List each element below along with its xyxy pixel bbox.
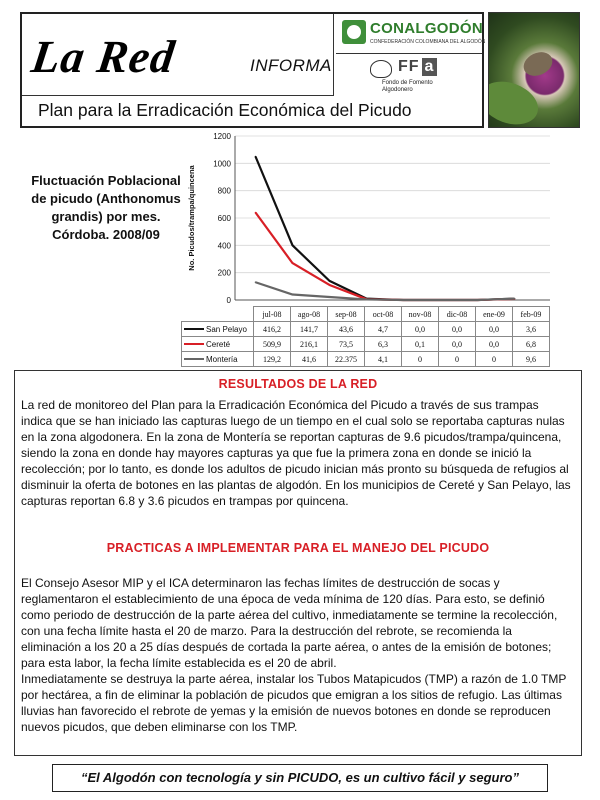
- results-text: La red de monitoreo del Plan para la Erradicación Económica del Picudo a través de sus trampas indica que se han iniciado las capturas luego de un tiempo en el cual solo se reportaba capturas nulas en la zona algodonera. En la zona de Montería se reportan capturas de 9.6 picudos/trampa/quincena, siendo la zona en donde hay mayores capturas ya que fue la primera zona en donde se inició la recolección; por lo tanto, es donde los adultos de picudo inician más pronto su búsqueda de refugios al disminuir la oferta de botones en las plantas de algodón. En los municipios de Cereté y San Pelayo, las capturas reportan 6.8 y 3.6 picudos en trampas por quincena.: [21, 398, 571, 508]
- legend-entry: Montería: [182, 352, 254, 367]
- table-cell: 41,6: [291, 352, 328, 367]
- data-point: [292, 245, 294, 247]
- table-corner: [182, 307, 254, 322]
- table-cell: 0,0: [439, 337, 476, 352]
- x-tick-label: feb-09: [513, 307, 550, 322]
- conalgodon-name: CONALGODÓN: [370, 20, 483, 37]
- table-cell: 22.375: [328, 352, 365, 367]
- y-tick-label: 800: [217, 186, 231, 196]
- ffa-subtitle: Fondo de Fomento Algodonero: [382, 80, 433, 93]
- data-point: [292, 262, 294, 264]
- legend-entry: Cereté: [182, 337, 254, 352]
- data-point: [255, 212, 257, 214]
- table-cell: 129,2: [254, 352, 291, 367]
- table-cell: 6,3: [365, 337, 402, 352]
- data-point: [329, 280, 331, 282]
- boll-weevil-photo-icon: [488, 12, 580, 128]
- legend-entry: San Pelayo: [182, 322, 254, 337]
- table-cell: 4,7: [365, 322, 402, 337]
- data-point: [329, 284, 331, 286]
- y-tick-label: 600: [217, 214, 231, 223]
- data-point: [366, 299, 368, 301]
- table-cell: 0,0: [476, 337, 513, 352]
- practices-paragraph: Inmediatamente se destruya la parte aérea, instalar los Tubos Matapicudos (TMP) a razón de 1.0 TMP por hectárea, a fin de eliminar la población de picudos que emigran a los sitios de refugio. Las últimas lluvias han favorecido el rebrote de yemas y la emisión de nuevos botones en donde se reproducen nuevos picudos, que deben eliminarse con los TMP.: [21, 672, 567, 734]
- content-box: [14, 370, 582, 756]
- data-point: [477, 299, 479, 301]
- data-point: [514, 298, 516, 300]
- x-tick-label: dic-08: [439, 307, 476, 322]
- page-title: Plan para la Erradicación Económica del Picudo: [38, 100, 412, 120]
- table-row: [182, 322, 550, 337]
- data-point: [329, 296, 331, 298]
- x-tick-label: jul-08: [254, 307, 291, 322]
- y-tick-label: 400: [217, 241, 231, 251]
- legend-swatch: [184, 343, 204, 345]
- ffa-letters: FF a: [398, 58, 437, 76]
- practices-heading: PRACTICAS A IMPLEMENTAR PARA EL MANEJO DEL PICUDO: [106, 541, 490, 555]
- practices-paragraph: El Consejo Asesor MIP y el ICA determinaron las fechas límites de destrucción de socas y reglamentaron el establecimiento de una época de veda mínima de 120 días. Para esto, se definió como periodo de destrucción de la parte aérea del cultivo, inmediatamente se termine la recolección, con una fecha límite hasta el 20 de marzo. Para la destrucción del rebrote, se recomienda la eliminación a los 20 a 25 días después de cortada la parte aérea, o antes de la emisión de botones; para esta labor, la fecha límite establecida es el 20 de abril.: [21, 576, 558, 670]
- series-line-monter-a: [256, 282, 515, 300]
- table-cell: 509,9: [254, 337, 291, 352]
- masthead: [20, 12, 484, 128]
- y-tick-label: 1200: [213, 132, 231, 141]
- footer-slogan: “El Algodón con tecnología y sin PICUDO, es un cultivo fácil y seguro”: [52, 764, 548, 792]
- x-tick-label: sep-08: [328, 307, 365, 322]
- data-point: [292, 294, 294, 296]
- legend-swatch: [184, 358, 204, 360]
- table-cell: 3,6: [513, 322, 550, 337]
- results-heading: RESULTADOS DE LA RED: [218, 377, 378, 391]
- table-cell: 0,1: [402, 337, 439, 352]
- table-cell: 0,0: [402, 322, 439, 337]
- conalgodon-subtitle: CONFEDERACIÓN COLOMBIANA DEL ALGODÓN: [370, 39, 486, 45]
- practices-text: [21, 575, 573, 735]
- cotton-leaf-icon: [342, 20, 366, 44]
- population-chart: [180, 126, 560, 308]
- chart-data-table: [181, 306, 550, 367]
- la-red-logo: [22, 14, 334, 96]
- table-cell: 43,6: [328, 322, 365, 337]
- x-tick-label: ene-09: [476, 307, 513, 322]
- table-cell: 416,2: [254, 322, 291, 337]
- table-cell: 0: [439, 352, 476, 367]
- table-cell: 9,6: [513, 352, 550, 367]
- data-point: [255, 156, 257, 158]
- y-tick-label: 1000: [213, 159, 231, 169]
- table-cell: 0: [402, 352, 439, 367]
- table-header-row: [182, 307, 550, 322]
- table-cell: 0: [476, 352, 513, 367]
- brand-suffix: INFORMA: [250, 56, 332, 75]
- table-row: [182, 352, 550, 367]
- table-row: [182, 337, 550, 352]
- ffa-logo: [336, 54, 482, 96]
- data-point: [255, 281, 257, 283]
- chart-caption: Fluctuación Poblacional de picudo (Anthonomus grandis) por mes. Córdoba. 2008/09: [31, 173, 181, 242]
- y-axis-label: No. Picudos/trampa/quincena: [187, 165, 196, 271]
- brand-name: La Red: [28, 31, 179, 82]
- series-line-ceret-: [256, 213, 515, 300]
- x-tick-label: ago-08: [291, 307, 328, 322]
- table-cell: 6,8: [513, 337, 550, 352]
- series-line-san-pelayo: [256, 157, 515, 301]
- table-cell: 4,1: [365, 352, 402, 367]
- table-cell: 73,5: [328, 337, 365, 352]
- conalgodon-logo: [336, 14, 486, 54]
- cotton-boll-icon: [370, 60, 392, 78]
- y-tick-label: 0: [226, 296, 231, 305]
- table-cell: 0,0: [476, 322, 513, 337]
- legend-swatch: [184, 328, 204, 330]
- table-cell: 0,0: [439, 322, 476, 337]
- x-tick-label: oct-08: [365, 307, 402, 322]
- y-tick-label: 200: [217, 268, 231, 278]
- data-point: [440, 299, 442, 301]
- table-cell: 141,7: [291, 322, 328, 337]
- x-tick-label: nov-08: [402, 307, 439, 322]
- data-point: [403, 299, 405, 301]
- table-cell: 216,1: [291, 337, 328, 352]
